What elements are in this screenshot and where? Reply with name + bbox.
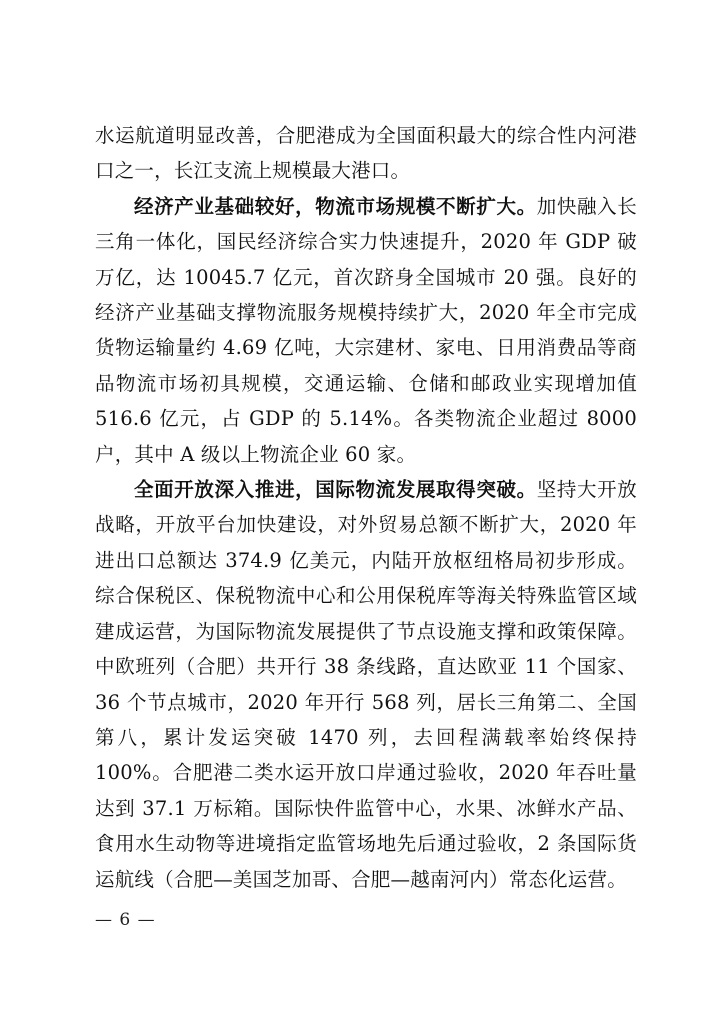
paragraph-heading: 经济产业基础较好，物流市场规模不断扩大。	[134, 194, 537, 218]
paragraph-text: 水运航道明显改善，合肥港成为全国面积最大的综合性内河港口之一，长江支流上规模最大港口。	[95, 124, 637, 183]
paragraph-economy	[95, 189, 637, 472]
paragraph-text: 加快融入长三角一体化，国民经济综合实力快速提升，2020 年 GDP 破万亿，达 10045.7 亿元，首次跻身全国城市 20 强。良好的经济产业基础支撑物流服务规模持续扩大，2020 年全市完成货物运输量约 4.69 亿吨，大宗建材、家电、日用消费品等商品物流市场初具规模，交通运输、仓储和邮政业实现增加值 516.6 亿元，占 GDP 的 5.14%。各类物流企业超过 8000 户，其中 A 级以上物流企业 60 家。	[95, 194, 637, 466]
paragraph-continuation	[95, 118, 637, 189]
paragraph-text: 坚持大开放战略，开放平台加快建设，对外贸易总额不断扩大，2020 年进出口总额达 374.9 亿美元，内陆开放枢纽格局初步形成。综合保税区、保税物流中心和公用保税库等海关特殊监管区域建成运营，为国际物流发展提供了节点设施支撑和政策保障。中欧班列（合肥）共开行 38 条线路，直达欧亚 11 个国家、36 个节点城市，2020 年开行 568 列，居长三角第二、全国第八，累计发运突破 1470 列，去回程满载率始终保持 100%。合肥港二类水运开放口岸通过验收，2020 年吞吐量达到 37.1 万标箱。国际快件监管中心，水果、冰鲜水产品、食用水生动物等进境指定监管场地先后通过验收，2 条国际货运航线（合肥—美国芝加哥、合肥—越南河内）常态化运营。	[95, 478, 637, 891]
paragraph-heading: 全面开放深入推进，国际物流发展取得突破。	[134, 478, 537, 502]
page-number: — 6 —	[95, 910, 156, 930]
document-body	[95, 118, 637, 897]
paragraph-opening-up	[95, 472, 637, 897]
